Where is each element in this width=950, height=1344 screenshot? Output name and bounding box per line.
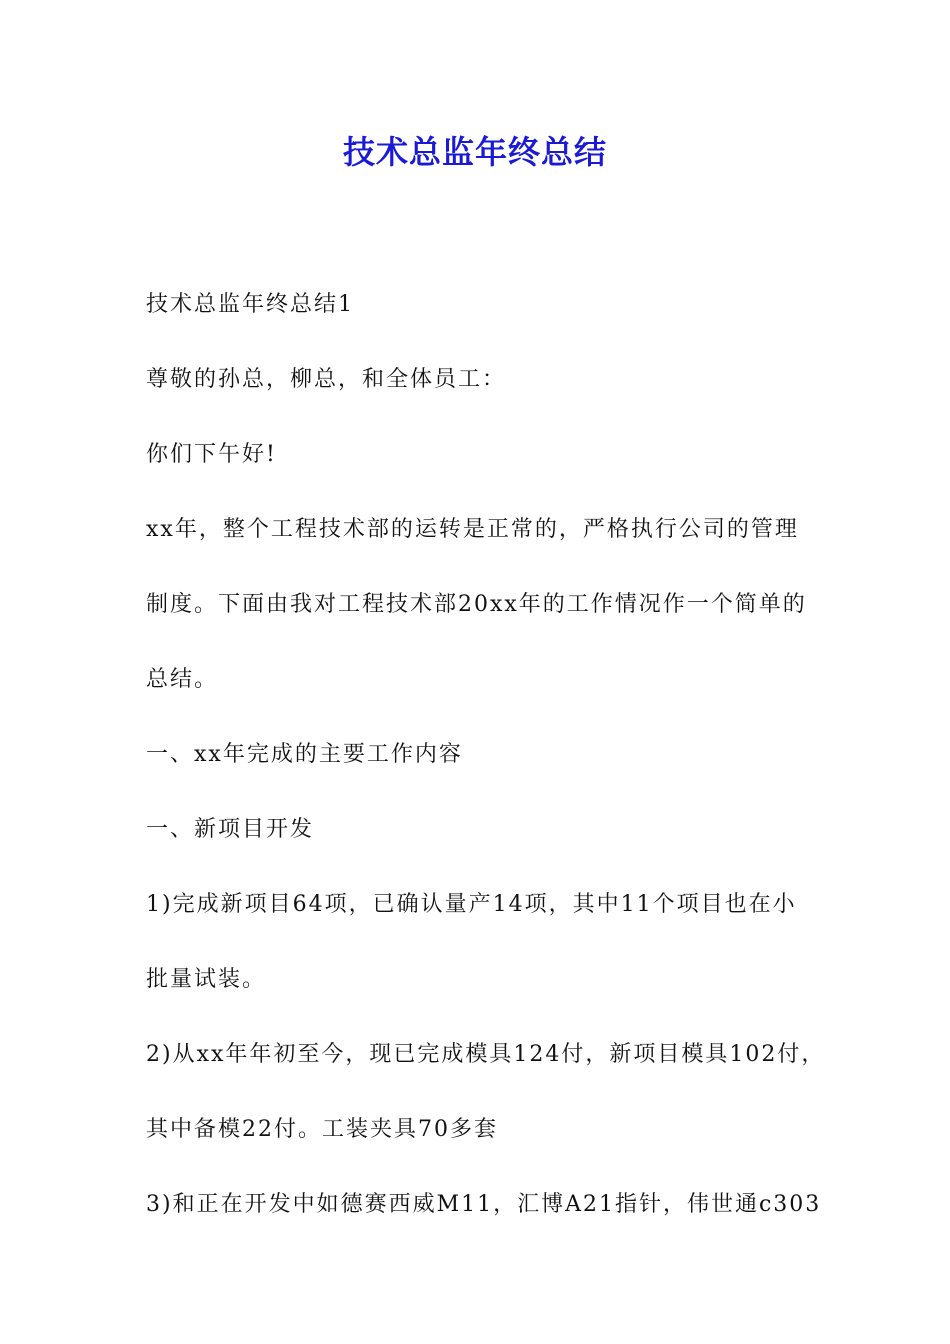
greeting: 你们下午好! (146, 442, 277, 467)
section-heading: 技术总监年终总结1 (146, 292, 354, 317)
salutation: 尊敬的孙总，柳总，和全体员工： (146, 367, 507, 392)
document-title: 技术总监年终总结 (342, 133, 607, 171)
document-body (146, 267, 826, 1242)
list-item-line: 批量试装。 (146, 967, 267, 992)
list-item-line: 3)和正在开发中如德赛西威M11，汇博A21指针，伟世通c303 (146, 1192, 822, 1217)
subsection-heading: 一、xx年完成的主要工作内容 (146, 742, 463, 767)
paragraph-line: 总结。 (146, 667, 219, 692)
paragraph-line: 制度。下面由我对工程技术部20xx年的工作情况作一个简单的 (146, 592, 807, 617)
list-item-line: 其中备模22付。工装夹具70多套 (146, 1117, 498, 1142)
list-item-line: 2)从xx年年初至今，现已完成模具124付，新项目模具102付， (146, 1042, 826, 1067)
paragraph-line: xx年，整个工程技术部的运转是正常的，严格执行公司的管理 (146, 517, 799, 542)
subsection-heading: 一、新项目开发 (146, 817, 315, 842)
list-item-line: 1)完成新项目64项，已确认量产14项，其中11个项目也在小 (146, 892, 797, 917)
